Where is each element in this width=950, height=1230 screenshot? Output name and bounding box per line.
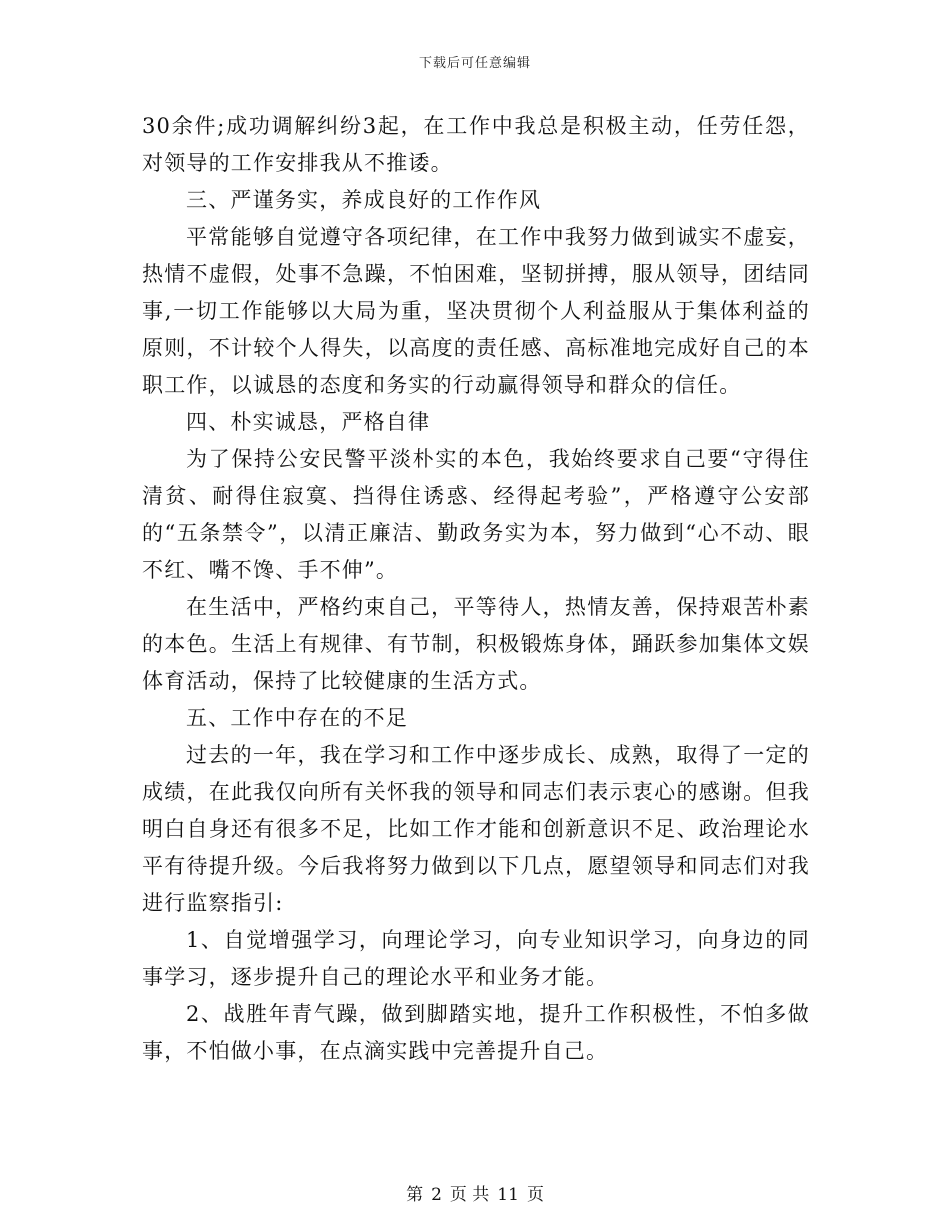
paragraph: 为了保持公安民警平淡朴实的本色，我始终要求自己要“守得住清贫、耐得住寂寞、挡得住诱惑、经得起考验”，严格遵守公安部的“五条禁令”，以清正廉洁、勤政务实为本，努力做到“心不动、眼不红、嘴不馋、手不伸”。: [142, 447, 810, 582]
page-header: 下载后可任意编辑: [418, 56, 531, 71]
total-pages: 11: [497, 1185, 519, 1205]
page-footer: [0, 1180, 950, 1205]
paragraph: 30余件;成功调解纠纷3起，在工作中我总是积极主动，任劳任怨，对领导的工作安排我从不推诿。: [142, 114, 810, 175]
page-number: 2: [431, 1185, 442, 1205]
list-item: 2、战胜年青气躁，做到脚踏实地，提升工作积极性，不怕多做事，不怕做小事，在点滴实践中完善提升自己。: [142, 1002, 810, 1063]
section-heading: 五、工作中存在的不足: [186, 706, 408, 730]
list-item: 1、自觉增强学习，向理论学习，向专业知识学习，向身边的同事学习，逐步提升自己的理论水平和业务才能。: [142, 928, 810, 989]
footer-suffix: 页: [526, 1185, 544, 1205]
paragraph: 平常能够自觉遵守各项纪律，在工作中我努力做到诚实不虚妄，热情不虚假，处事不急躁，不怕困难，坚韧拼搏，服从领导，团结同事,一切工作能够以大局为重，坚决贯彻个人利益服从于集体利益的原则，不计较个人得失，以高度的责任感、高标准地完成好自己的本职工作，以诚恳的态度和务实的行动赢得领导和群众的信任。: [142, 225, 810, 397]
section-heading: 三、严谨务实，养成良好的工作作风: [186, 188, 542, 212]
document-body: [142, 108, 810, 1070]
section-heading: 四、朴实诚恳，严格自律: [186, 410, 431, 434]
footer-middle: 页 共: [449, 1185, 490, 1205]
paragraph: 在生活中，严格约束自己，平等待人，热情友善，保持艰苦朴素的本色。生活上有规律、有节制，积极锻炼身体，踊跃参加集体文娱体育活动，保持了比较健康的生活方式。: [142, 595, 810, 693]
paragraph: 过去的一年，我在学习和工作中逐步成长、成熟，取得了一定的成绩，在此我仅向所有关怀我的领导和同志们表示衷心的感谢。但我明白自身还有很多不足，比如工作才能和创新意识不足、政治理论水平有待提升级。今后我将努力做到以下几点，愿望领导和同志们对我进行监察指引:: [142, 743, 810, 915]
footer-prefix: 第: [406, 1185, 424, 1205]
